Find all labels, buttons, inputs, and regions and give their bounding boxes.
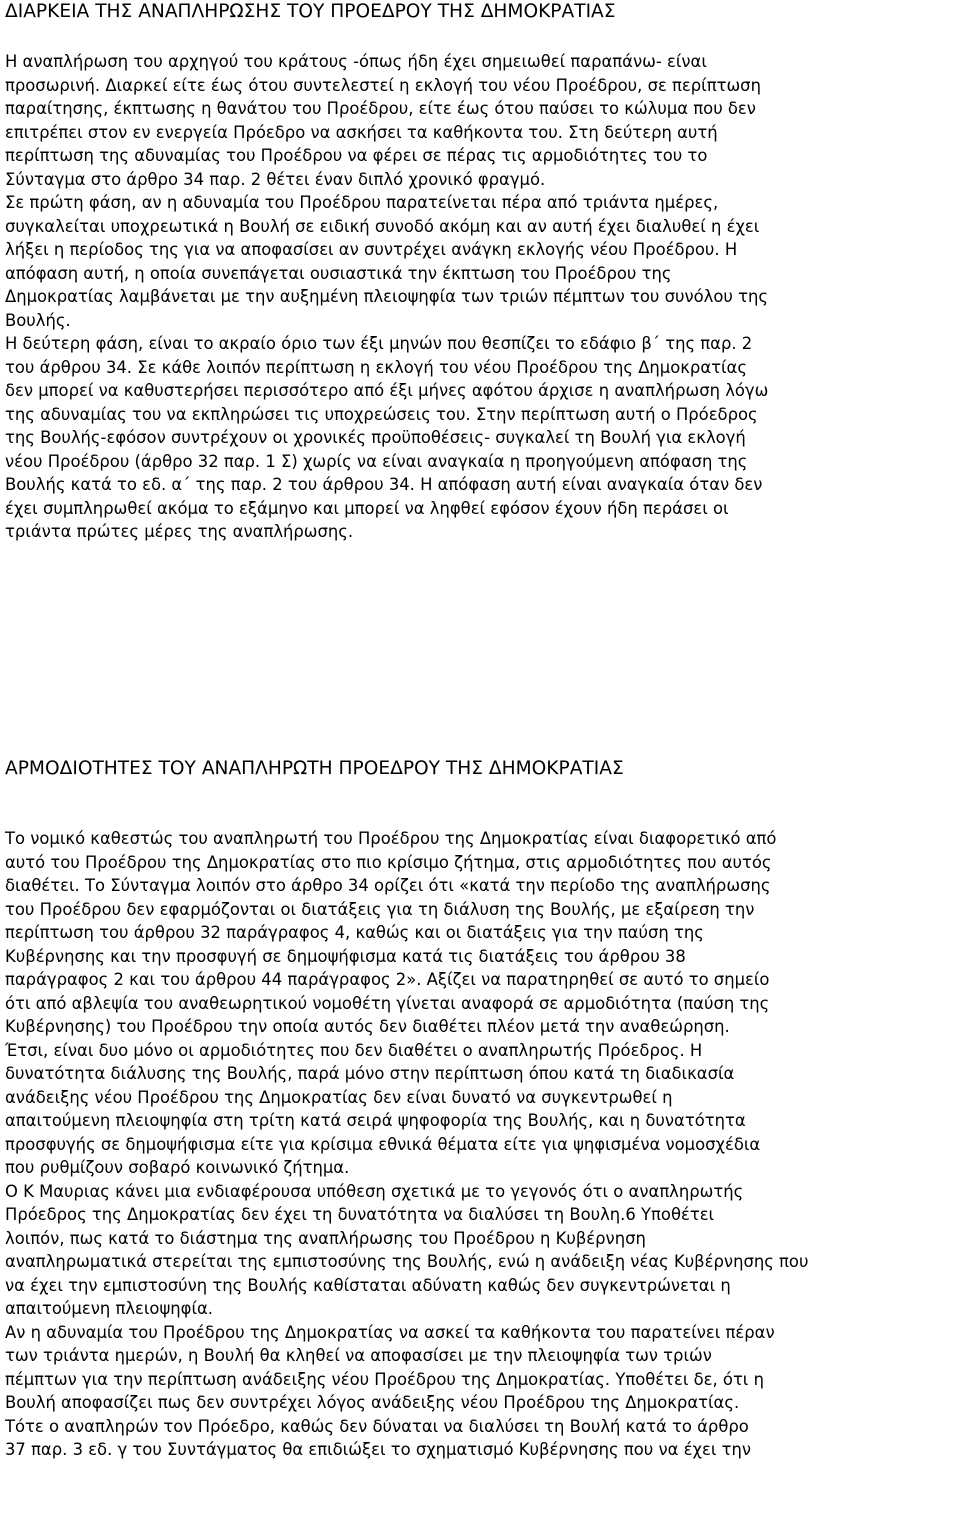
text-line: απαιτούμενη πλειοψηφία.	[5, 1299, 214, 1318]
section-body-duration	[5, 50, 955, 544]
text-line: Η δεύτερη φάση, είναι το ακραίο όριο των έξι μηνών που θεσπίζει το εδάφιο β΄ της παρ. 2	[5, 334, 753, 353]
text-line: περίπτωση της αδυναμίας του Προέδρου να φέρει σε πέρας τις αρμοδιότητες του το	[5, 146, 708, 165]
section-body-powers	[5, 827, 955, 1462]
text-line: που ρυθμίζουν σοβαρό κοινωνικό ζήτημα.	[5, 1158, 350, 1177]
text-line: Σύνταγμα στο άρθρο 34 παρ. 2 θέτει έναν διπλό χρονικό φραγμό.	[5, 169, 546, 189]
text-line: των τριάντα ημερών, η Βουλή θα κληθεί να αποφασίσει με την πλειοψηφία των τριών	[5, 1346, 712, 1365]
text-line: Η αναπλήρωση του αρχηγού του κράτους -όπως ήδη έχει σημειωθεί παραπάνω- είναι	[5, 52, 707, 71]
text-line: νέου Προέδρου (άρθρο 32 παρ. 1 Σ) χωρίς να είναι αναγκαία η προηγούμενη απόφαση της	[5, 451, 748, 471]
text-line: συγκαλείται υποχρεωτικά η Βουλή σε ειδική συνοδό ακόμη και αν αυτή έχει διαλυθεί η έχει	[5, 216, 760, 236]
text-line: πέμπτων για την περίπτωση ανάδειξης νέου Προέδρου της Δημοκρατίας. Υποθέτει δε, ότι η	[5, 1369, 764, 1389]
text-line: απαιτούμενη πλειοψηφία στη τρίτη κατά σειρά ψηφοφορία της Βουλής, και η δυνατότητα	[5, 1111, 746, 1130]
text-line: ανάδειξης νέου Προέδρου της Δημοκρατίας δεν είναι δυνατό να συγκεντρωθεί η	[5, 1087, 673, 1107]
text-line: Κυβέρνησης και την προσφυγή σε δημοψήφισμα κατά τις διατάξεις του άρθρου 38	[5, 946, 686, 966]
text-line: λοιπόν, πως κατά το διάστημα της αναπλήρωσης του Προέδρου η Κυβέρνηση	[5, 1228, 646, 1248]
text-line: έχει συμπληρωθεί ακόμα το εξάμηνο και μπορεί να ληφθεί εφόσον έχουν ήδη περάσει οι	[5, 498, 729, 518]
text-line: επιτρέπει στον εν ενεργεία Πρόεδρο να ασκήσει τα καθήκοντα του. Στη δεύτερη αυτή	[5, 122, 718, 142]
text-line: Το νομικό καθεστώς του αναπληρωτή του Προέδρου της Δημοκρατίας είναι διαφορετικό από	[5, 829, 777, 848]
text-line: Βουλής κατά το εδ. α΄ της παρ. 2 του άρθρου 34. Η απόφαση αυτή είναι αναγκαία όταν δεν	[5, 475, 763, 494]
text-line: Σε πρώτη φάση, αν η αδυναμία του Προέδρου παρατείνεται πέρα από τριάντα ημέρες,	[5, 193, 719, 212]
text-line: Βουλής.	[5, 310, 71, 330]
text-line: της Βουλής-εφόσον συντρέχουν οι χρονικές προϋποθέσεις- συγκαλεί τη Βουλή για εκλογή	[5, 428, 746, 447]
text-line: Κυβέρνησης) του Προέδρου την οποία αυτός δεν διαθέτει πλέον μετά την αναθεώρηση.	[5, 1017, 730, 1036]
text-line: παραίτησης, έκπτωσης η θανάτου του Προέδρου, είτε έως ότου παύσει το κώλυμα που δεν	[5, 99, 756, 118]
text-line: δεν μπορεί να καθυστερήσει περισσότερο από έξι μήνες αφότου άρχισε η αναπλήρωση λόγω	[5, 381, 769, 400]
text-line: προσφυγής σε δημοψήφισμα είτε για κρίσιμα εθνικά θέματα είτε για ψηφισμένα νομοσχέδια	[5, 1134, 761, 1154]
text-line: Δημοκρατίας λαμβάνεται με την αυξημένη πλειοψηφία των τριών πέμπτων του συνόλου της	[5, 287, 768, 306]
text-line: αυτό του Προέδρου της Δημοκρατίας στο πιο κρίσιμο ζήτημα, στις αρμοδιότητες που αυτός	[5, 852, 772, 872]
text-line: προσωρινή. Διαρκεί είτε έως ότου συντελεστεί η εκλογή του νέου Προέδρου, σε περίπτωση	[5, 75, 761, 95]
text-line: διαθέτει. Το Σύνταγμα λοιπόν στο άρθρο 34 ορίζει ότι «κατά την περίοδο της αναπλήρωσης	[5, 876, 771, 895]
text-line: Έτσι, είναι δυο μόνο οι αρμοδιότητες που δεν διαθέτει ο αναπληρωτής Πρόεδρος. Η	[5, 1040, 703, 1060]
text-line: παράγραφος 2 και του άρθρου 44 παράγραφος 2». Αξίζει να παρατηρηθεί σε αυτό το σημείο	[5, 970, 770, 989]
text-line: ότι από αβλεψία του αναθεωρητικού νομοθέτη γίνεται αναφορά σε αρμοδιότητα (παύση της	[5, 993, 770, 1013]
text-line: Βουλή αποφασίζει πως δεν συντρέχει λόγος ανάδειξης νέου Προέδρου της Δημοκρατίας.	[5, 1393, 740, 1412]
text-line: δυνατότητα διάλυσης της Βουλής, παρά μόνο στην περίπτωση όπου κατά τη διαδικασία	[5, 1064, 735, 1083]
text-line: 37 παρ. 3 εδ. γ του Συντάγματος θα επιδιώξει το σχηματισμό Κυβέρνησης που να έχει την	[5, 1440, 751, 1459]
text-line: λήξει η περίοδος της για να αποφασίσει αν συντρέχει ανάγκη εκλογής νέου Προέδρου. Η	[5, 240, 738, 259]
text-line: Αν η αδυναμία του Προέδρου της Δημοκρατίας να ασκεί τα καθήκοντα του παρατείνει πέραν	[5, 1322, 775, 1342]
text-line: Τότε ο αναπληρών τον Πρόεδρο, καθώς δεν δύναται να διαλύσει τη Βουλή κατά το άρθρο	[5, 1416, 749, 1436]
text-line: να έχει την εμπιστοσύνη της Βουλής καθίσταται αδύνατη καθώς δεν συγκεντρώνεται η	[5, 1275, 731, 1295]
text-line: τριάντα πρώτες μέρες της αναπλήρωσης.	[5, 522, 354, 541]
text-line: της αδυναμίας του να εκπληρώσει τις υποχρεώσεις του. Στην περίπτωση αυτή ο Πρόεδρος	[5, 404, 758, 424]
text-line: του άρθρου 34. Σε κάθε λοιπόν περίπτωση η εκλογή του νέου Προέδρου της Δημοκρατίας	[5, 357, 747, 377]
text-line: του Προέδρου δεν εφαρμόζονται οι διατάξεις για τη διάλυση της Βουλής, με εξαίρεση την	[5, 899, 755, 919]
section-heading-duration: ΔΙΑΡΚΕΙΑ ΤΗΣ ΑΝΑΠΛΗΡΩΣΗΣ ΤΟΥ ΠΡΟΕΔΡΟΥ ΤΗΣ ΔΗΜΟΚΡΑΤΙΑΣ	[5, 1, 616, 22]
text-line: αναπληρωματικά στερείται της εμπιστοσύνης της Βουλής, ενώ η ανάδειξη νέας Κυβέρνησης που	[5, 1252, 809, 1271]
text-line: περίπτωση του άρθρου 32 παράγραφος 4, καθώς και οι διατάξεις για την παύση της	[5, 923, 704, 942]
section-heading-powers: ΑΡΜΟΔΙΟΤΗΤΕΣ ΤΟΥ ΑΝΑΠΛΗΡΩΤΗ ΠΡΟΕΔΡΟΥ ΤΗΣ ΔΗΜΟΚΡΑΤΙΑΣ	[5, 758, 624, 779]
text-line: Ο Κ Μαυριας κάνει μια ενδιαφέρουσα υπόθεση σχετικά με το γεγονός ότι ο αναπληρωτής	[5, 1181, 744, 1201]
text-line: απόφαση αυτή, η οποία συνεπάγεται ουσιαστικά την έκπτωση του Προέδρου της	[5, 263, 672, 283]
text-line: Πρόεδρος της Δημοκρατίας δεν έχει τη δυνατότητα να διαλύσει τη Βουλη.6 Υποθέτει	[5, 1205, 715, 1224]
